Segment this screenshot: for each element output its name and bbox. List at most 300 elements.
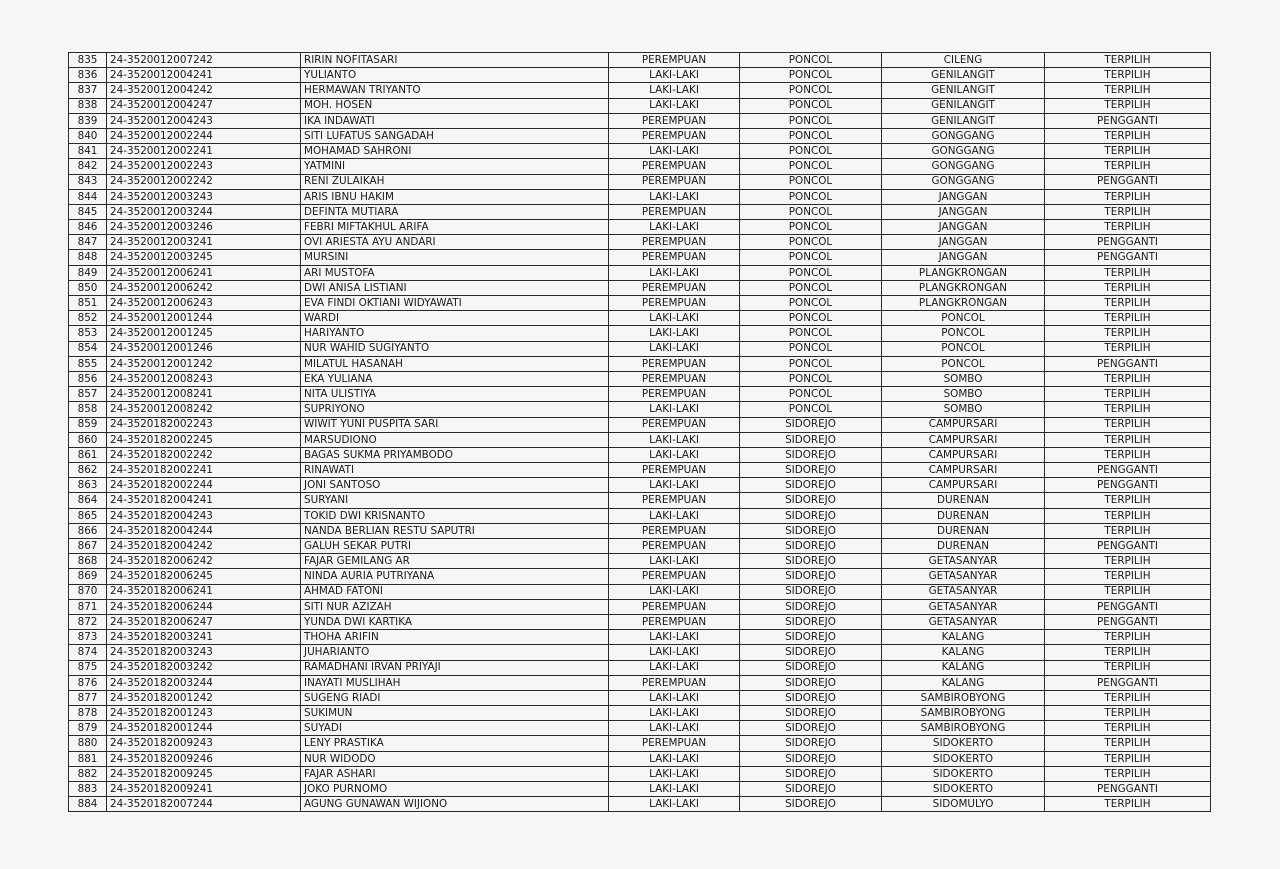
desa-cell: CAMPURSARI xyxy=(882,463,1045,478)
gender-cell: PEREMPUAN xyxy=(609,493,740,508)
table-row xyxy=(69,463,1211,478)
full-name-cell: MOHAMAD SAHRONI xyxy=(301,144,609,159)
registration-id-cell: 24-3520182003244 xyxy=(107,675,301,690)
selection-status-cell: TERPILIH xyxy=(1045,584,1211,599)
gender-cell: LAKI-LAKI xyxy=(609,630,740,645)
registration-id-cell: 24-3520182003242 xyxy=(107,660,301,675)
row-number-cell: 871 xyxy=(69,599,107,614)
kecamatan-cell: PONCOL xyxy=(740,326,882,341)
kecamatan-cell: PONCOL xyxy=(740,98,882,113)
row-number-cell: 837 xyxy=(69,83,107,98)
gender-cell: PEREMPUAN xyxy=(609,128,740,143)
desa-cell: GONGGANG xyxy=(882,128,1045,143)
registration-id-cell: 24-3520012001242 xyxy=(107,356,301,371)
full-name-cell: AHMAD FATONI xyxy=(301,584,609,599)
registration-id-cell: 24-3520182006241 xyxy=(107,584,301,599)
desa-cell: JANGGAN xyxy=(882,189,1045,204)
table-row xyxy=(69,478,1211,493)
desa-cell: PONCOL xyxy=(882,356,1045,371)
selection-status-cell: TERPILIH xyxy=(1045,265,1211,280)
gender-cell: PEREMPUAN xyxy=(609,736,740,751)
gender-cell: LAKI-LAKI xyxy=(609,751,740,766)
registration-id-cell: 24-3520012004243 xyxy=(107,113,301,128)
selection-status-cell: TERPILIH xyxy=(1045,554,1211,569)
row-number-cell: 879 xyxy=(69,721,107,736)
kecamatan-cell: SIDOREJO xyxy=(740,690,882,705)
desa-cell: GETASANYAR xyxy=(882,614,1045,629)
row-number-cell: 875 xyxy=(69,660,107,675)
desa-cell: PONCOL xyxy=(882,311,1045,326)
gender-cell: LAKI-LAKI xyxy=(609,508,740,523)
full-name-cell: MURSINI xyxy=(301,250,609,265)
table-row xyxy=(69,159,1211,174)
row-number-cell: 868 xyxy=(69,554,107,569)
desa-cell: SIDOMULYO xyxy=(882,797,1045,812)
row-number-cell: 838 xyxy=(69,98,107,113)
selection-status-cell: PENGGANTI xyxy=(1045,250,1211,265)
row-number-cell: 874 xyxy=(69,645,107,660)
table-row xyxy=(69,387,1211,402)
table-row xyxy=(69,250,1211,265)
gender-cell: LAKI-LAKI xyxy=(609,432,740,447)
selection-status-cell: TERPILIH xyxy=(1045,296,1211,311)
selection-status-cell: TERPILIH xyxy=(1045,387,1211,402)
full-name-cell: EVA FINDI OKTIANI WIDYAWATI xyxy=(301,296,609,311)
kecamatan-cell: SIDOREJO xyxy=(740,766,882,781)
full-name-cell: RENI ZULAIKAH xyxy=(301,174,609,189)
desa-cell: CILENG xyxy=(882,53,1045,68)
gender-cell: LAKI-LAKI xyxy=(609,690,740,705)
table-row xyxy=(69,782,1211,797)
selection-status-cell: PENGGANTI xyxy=(1045,675,1211,690)
table-row xyxy=(69,432,1211,447)
desa-cell: SIDOKERTO xyxy=(882,782,1045,797)
selection-status-cell: TERPILIH xyxy=(1045,402,1211,417)
kecamatan-cell: SIDOREJO xyxy=(740,599,882,614)
row-number-cell: 873 xyxy=(69,630,107,645)
selection-status-cell: TERPILIH xyxy=(1045,645,1211,660)
gender-cell: PEREMPUAN xyxy=(609,174,740,189)
registration-id-cell: 24-3520012008243 xyxy=(107,371,301,386)
selection-status-cell: TERPILIH xyxy=(1045,690,1211,705)
registration-id-cell: 24-3520182002243 xyxy=(107,417,301,432)
row-number-cell: 866 xyxy=(69,523,107,538)
full-name-cell: EKA YULIANA xyxy=(301,371,609,386)
kecamatan-cell: SIDOREJO xyxy=(740,797,882,812)
kecamatan-cell: SIDOREJO xyxy=(740,706,882,721)
kecamatan-cell: PONCOL xyxy=(740,144,882,159)
table-row xyxy=(69,113,1211,128)
desa-cell: DURENAN xyxy=(882,493,1045,508)
selection-status-cell: TERPILIH xyxy=(1045,83,1211,98)
row-number-cell: 840 xyxy=(69,128,107,143)
gender-cell: LAKI-LAKI xyxy=(609,68,740,83)
desa-cell: SOMBO xyxy=(882,402,1045,417)
kecamatan-cell: SIDOREJO xyxy=(740,478,882,493)
row-number-cell: 870 xyxy=(69,584,107,599)
kecamatan-cell: PONCOL xyxy=(740,204,882,219)
gender-cell: LAKI-LAKI xyxy=(609,98,740,113)
row-number-cell: 851 xyxy=(69,296,107,311)
row-number-cell: 860 xyxy=(69,432,107,447)
selection-status-cell: TERPILIH xyxy=(1045,341,1211,356)
kecamatan-cell: PONCOL xyxy=(740,68,882,83)
table-row xyxy=(69,174,1211,189)
registration-id-cell: 24-3520182009241 xyxy=(107,782,301,797)
selection-status-cell: TERPILIH xyxy=(1045,98,1211,113)
gender-cell: PEREMPUAN xyxy=(609,675,740,690)
desa-cell: GETASANYAR xyxy=(882,569,1045,584)
gender-cell: PEREMPUAN xyxy=(609,280,740,295)
kecamatan-cell: SIDOREJO xyxy=(740,614,882,629)
table-row xyxy=(69,326,1211,341)
registration-id-cell: 24-3520012006243 xyxy=(107,296,301,311)
gender-cell: LAKI-LAKI xyxy=(609,797,740,812)
table-row xyxy=(69,204,1211,219)
kecamatan-cell: PONCOL xyxy=(740,83,882,98)
kecamatan-cell: SIDOREJO xyxy=(740,493,882,508)
gender-cell: PEREMPUAN xyxy=(609,159,740,174)
table-row xyxy=(69,189,1211,204)
row-number-cell: 854 xyxy=(69,341,107,356)
table-row xyxy=(69,554,1211,569)
desa-cell: PLANGKRONGAN xyxy=(882,296,1045,311)
registration-id-cell: 24-3520012003241 xyxy=(107,235,301,250)
selection-status-cell: TERPILIH xyxy=(1045,326,1211,341)
full-name-cell: GALUH SEKAR PUTRI xyxy=(301,539,609,554)
registration-id-cell: 24-3520012002242 xyxy=(107,174,301,189)
selection-status-cell: TERPILIH xyxy=(1045,204,1211,219)
table-row xyxy=(69,766,1211,781)
kecamatan-cell: SIDOREJO xyxy=(740,645,882,660)
kecamatan-cell: PONCOL xyxy=(740,174,882,189)
kecamatan-cell: SIDOREJO xyxy=(740,751,882,766)
registration-id-cell: 24-3520182004241 xyxy=(107,493,301,508)
table-row xyxy=(69,614,1211,629)
desa-cell: KALANG xyxy=(882,645,1045,660)
gender-cell: PEREMPUAN xyxy=(609,614,740,629)
row-number-cell: 836 xyxy=(69,68,107,83)
registration-id-cell: 24-3520182009243 xyxy=(107,736,301,751)
desa-cell: SIDOKERTO xyxy=(882,766,1045,781)
table-row xyxy=(69,539,1211,554)
gender-cell: PEREMPUAN xyxy=(609,113,740,128)
desa-cell: JANGGAN xyxy=(882,250,1045,265)
table-row xyxy=(69,751,1211,766)
registration-id-cell: 24-3520012002241 xyxy=(107,144,301,159)
registration-id-cell: 24-3520182001243 xyxy=(107,706,301,721)
row-number-cell: 877 xyxy=(69,690,107,705)
desa-cell: SOMBO xyxy=(882,387,1045,402)
gender-cell: LAKI-LAKI xyxy=(609,144,740,159)
kecamatan-cell: SIDOREJO xyxy=(740,523,882,538)
full-name-cell: LENY PRASTIKA xyxy=(301,736,609,751)
selection-status-cell: TERPILIH xyxy=(1045,751,1211,766)
table-row xyxy=(69,797,1211,812)
selection-status-cell: TERPILIH xyxy=(1045,523,1211,538)
kecamatan-cell: SIDOREJO xyxy=(740,660,882,675)
row-number-cell: 864 xyxy=(69,493,107,508)
kecamatan-cell: PONCOL xyxy=(740,250,882,265)
kecamatan-cell: SIDOREJO xyxy=(740,630,882,645)
registration-id-cell: 24-3520182006242 xyxy=(107,554,301,569)
kecamatan-cell: PONCOL xyxy=(740,387,882,402)
registration-id-cell: 24-3520182006247 xyxy=(107,614,301,629)
kecamatan-cell: SIDOREJO xyxy=(740,463,882,478)
selection-status-cell: TERPILIH xyxy=(1045,630,1211,645)
desa-cell: GENILANGIT xyxy=(882,68,1045,83)
kecamatan-cell: SIDOREJO xyxy=(740,675,882,690)
gender-cell: PEREMPUAN xyxy=(609,569,740,584)
desa-cell: CAMPURSARI xyxy=(882,447,1045,462)
row-number-cell: 878 xyxy=(69,706,107,721)
gender-cell: LAKI-LAKI xyxy=(609,402,740,417)
desa-cell: KALANG xyxy=(882,660,1045,675)
full-name-cell: THOHA ARIFIN xyxy=(301,630,609,645)
gender-cell: PEREMPUAN xyxy=(609,417,740,432)
kecamatan-cell: PONCOL xyxy=(740,296,882,311)
table-row xyxy=(69,356,1211,371)
table-row xyxy=(69,341,1211,356)
desa-cell: SAMBIROBYONG xyxy=(882,721,1045,736)
gender-cell: PEREMPUAN xyxy=(609,523,740,538)
registration-id-cell: 24-3520182004244 xyxy=(107,523,301,538)
full-name-cell: SUGENG RIADI xyxy=(301,690,609,705)
full-name-cell: AGUNG GUNAWAN WIJIONO xyxy=(301,797,609,812)
table-row xyxy=(69,296,1211,311)
kecamatan-cell: PONCOL xyxy=(740,128,882,143)
desa-cell: PONCOL xyxy=(882,341,1045,356)
table-row xyxy=(69,736,1211,751)
gender-cell: LAKI-LAKI xyxy=(609,782,740,797)
kecamatan-cell: PONCOL xyxy=(740,341,882,356)
full-name-cell: WIWIT YUNI PUSPITA SARI xyxy=(301,417,609,432)
registration-id-cell: 24-3520012004242 xyxy=(107,83,301,98)
table-row xyxy=(69,645,1211,660)
full-name-cell: SURYANI xyxy=(301,493,609,508)
registration-id-cell: 24-3520012006241 xyxy=(107,265,301,280)
gender-cell: LAKI-LAKI xyxy=(609,220,740,235)
gender-cell: LAKI-LAKI xyxy=(609,584,740,599)
row-number-cell: 881 xyxy=(69,751,107,766)
selection-status-cell: TERPILIH xyxy=(1045,736,1211,751)
selection-status-cell: TERPILIH xyxy=(1045,432,1211,447)
document-sheet xyxy=(68,52,1210,812)
table-row xyxy=(69,706,1211,721)
row-number-cell: 884 xyxy=(69,797,107,812)
kecamatan-cell: PONCOL xyxy=(740,189,882,204)
table-row xyxy=(69,98,1211,113)
row-number-cell: 862 xyxy=(69,463,107,478)
selection-status-cell: PENGGANTI xyxy=(1045,356,1211,371)
table-row xyxy=(69,523,1211,538)
selection-status-cell: TERPILIH xyxy=(1045,53,1211,68)
kecamatan-cell: SIDOREJO xyxy=(740,736,882,751)
selection-status-cell: PENGGANTI xyxy=(1045,599,1211,614)
full-name-cell: BAGAS SUKMA PRIYAMBODO xyxy=(301,447,609,462)
registration-id-cell: 24-3520182006244 xyxy=(107,599,301,614)
selection-status-cell: TERPILIH xyxy=(1045,766,1211,781)
desa-cell: JANGGAN xyxy=(882,235,1045,250)
selection-status-cell: TERPILIH xyxy=(1045,706,1211,721)
desa-cell: DURENAN xyxy=(882,508,1045,523)
desa-cell: KALANG xyxy=(882,675,1045,690)
kecamatan-cell: PONCOL xyxy=(740,159,882,174)
desa-cell: PLANGKRONGAN xyxy=(882,280,1045,295)
selection-status-cell: TERPILIH xyxy=(1045,417,1211,432)
desa-cell: KALANG xyxy=(882,630,1045,645)
gender-cell: LAKI-LAKI xyxy=(609,189,740,204)
registration-id-cell: 24-3520012008242 xyxy=(107,402,301,417)
desa-cell: GONGGANG xyxy=(882,144,1045,159)
registration-id-cell: 24-3520182004242 xyxy=(107,539,301,554)
full-name-cell: ARI MUSTOFA xyxy=(301,265,609,280)
gender-cell: PEREMPUAN xyxy=(609,539,740,554)
full-name-cell: YATMINI xyxy=(301,159,609,174)
full-name-cell: HERMAWAN TRIYANTO xyxy=(301,83,609,98)
registration-id-cell: 24-3520182003241 xyxy=(107,630,301,645)
row-number-cell: 849 xyxy=(69,265,107,280)
table-row xyxy=(69,447,1211,462)
full-name-cell: NUR WIDODO xyxy=(301,751,609,766)
gender-cell: PEREMPUAN xyxy=(609,463,740,478)
table-row xyxy=(69,569,1211,584)
full-name-cell: SUPRIYONO xyxy=(301,402,609,417)
full-name-cell: MOH. HOSEN xyxy=(301,98,609,113)
table-row xyxy=(69,83,1211,98)
row-number-cell: 847 xyxy=(69,235,107,250)
registration-id-cell: 24-3520182002245 xyxy=(107,432,301,447)
row-number-cell: 880 xyxy=(69,736,107,751)
kecamatan-cell: SIDOREJO xyxy=(740,508,882,523)
table-row xyxy=(69,280,1211,295)
full-name-cell: NUR WAHID SUGIYANTO xyxy=(301,341,609,356)
registration-id-cell: 24-3520012003246 xyxy=(107,220,301,235)
kecamatan-cell: SIDOREJO xyxy=(740,447,882,462)
row-number-cell: 852 xyxy=(69,311,107,326)
gender-cell: PEREMPUAN xyxy=(609,356,740,371)
selection-status-cell: TERPILIH xyxy=(1045,68,1211,83)
row-number-cell: 850 xyxy=(69,280,107,295)
gender-cell: LAKI-LAKI xyxy=(609,83,740,98)
desa-cell: JANGGAN xyxy=(882,220,1045,235)
desa-cell: PONCOL xyxy=(882,326,1045,341)
kecamatan-cell: PONCOL xyxy=(740,280,882,295)
desa-cell: DURENAN xyxy=(882,523,1045,538)
row-number-cell: 865 xyxy=(69,508,107,523)
row-number-cell: 848 xyxy=(69,250,107,265)
row-number-cell: 869 xyxy=(69,569,107,584)
gender-cell: LAKI-LAKI xyxy=(609,341,740,356)
table-row xyxy=(69,402,1211,417)
row-number-cell: 845 xyxy=(69,204,107,219)
table-row xyxy=(69,417,1211,432)
desa-cell: SIDOKERTO xyxy=(882,736,1045,751)
gender-cell: PEREMPUAN xyxy=(609,296,740,311)
registration-id-cell: 24-3520182007244 xyxy=(107,797,301,812)
row-number-cell: 855 xyxy=(69,356,107,371)
row-number-cell: 842 xyxy=(69,159,107,174)
full-name-cell: FAJAR GEMILANG AR xyxy=(301,554,609,569)
kecamatan-cell: SIDOREJO xyxy=(740,584,882,599)
full-name-cell: FAJAR ASHARI xyxy=(301,766,609,781)
desa-cell: GETASANYAR xyxy=(882,599,1045,614)
registration-id-cell: 24-3520012004241 xyxy=(107,68,301,83)
full-name-cell: NINDA AURIA PUTRIYANA xyxy=(301,569,609,584)
row-number-cell: 853 xyxy=(69,326,107,341)
row-number-cell: 876 xyxy=(69,675,107,690)
gender-cell: PEREMPUAN xyxy=(609,387,740,402)
gender-cell: PEREMPUAN xyxy=(609,53,740,68)
desa-cell: GENILANGIT xyxy=(882,113,1045,128)
registration-id-cell: 24-3520012001244 xyxy=(107,311,301,326)
row-number-cell: 858 xyxy=(69,402,107,417)
registration-id-cell: 24-3520182006245 xyxy=(107,569,301,584)
participant-table xyxy=(68,52,1211,812)
row-number-cell: 839 xyxy=(69,113,107,128)
full-name-cell: IKA INDAWATI xyxy=(301,113,609,128)
row-number-cell: 846 xyxy=(69,220,107,235)
selection-status-cell: TERPILIH xyxy=(1045,144,1211,159)
row-number-cell: 882 xyxy=(69,766,107,781)
row-number-cell: 857 xyxy=(69,387,107,402)
desa-cell: JANGGAN xyxy=(882,204,1045,219)
kecamatan-cell: PONCOL xyxy=(740,356,882,371)
full-name-cell: FEBRI MIFTAKHUL ARIFA xyxy=(301,220,609,235)
selection-status-cell: PENGGANTI xyxy=(1045,174,1211,189)
kecamatan-cell: PONCOL xyxy=(740,53,882,68)
kecamatan-cell: SIDOREJO xyxy=(740,432,882,447)
selection-status-cell: PENGGANTI xyxy=(1045,235,1211,250)
table-row xyxy=(69,235,1211,250)
desa-cell: GETASANYAR xyxy=(882,554,1045,569)
registration-id-cell: 24-3520012002244 xyxy=(107,128,301,143)
kecamatan-cell: PONCOL xyxy=(740,265,882,280)
full-name-cell: SUYADI xyxy=(301,721,609,736)
selection-status-cell: TERPILIH xyxy=(1045,447,1211,462)
registration-id-cell: 24-3520182004243 xyxy=(107,508,301,523)
row-number-cell: 863 xyxy=(69,478,107,493)
full-name-cell: SITI NUR AZIZAH xyxy=(301,599,609,614)
full-name-cell: INAYATI MUSLIHAH xyxy=(301,675,609,690)
full-name-cell: JOKO PURNOMO xyxy=(301,782,609,797)
full-name-cell: RIRIN NOFITASARI xyxy=(301,53,609,68)
kecamatan-cell: PONCOL xyxy=(740,220,882,235)
kecamatan-cell: SIDOREJO xyxy=(740,539,882,554)
row-number-cell: 835 xyxy=(69,53,107,68)
desa-cell: SIDOKERTO xyxy=(882,751,1045,766)
registration-id-cell: 24-3520182002241 xyxy=(107,463,301,478)
table-body xyxy=(69,53,1211,812)
gender-cell: PEREMPUAN xyxy=(609,371,740,386)
kecamatan-cell: SIDOREJO xyxy=(740,721,882,736)
desa-cell: CAMPURSARI xyxy=(882,417,1045,432)
registration-id-cell: 24-3520182009245 xyxy=(107,766,301,781)
selection-status-cell: TERPILIH xyxy=(1045,493,1211,508)
table-row xyxy=(69,311,1211,326)
table-row xyxy=(69,630,1211,645)
selection-status-cell: TERPILIH xyxy=(1045,721,1211,736)
full-name-cell: TOKID DWI KRISNANTO xyxy=(301,508,609,523)
kecamatan-cell: PONCOL xyxy=(740,371,882,386)
selection-status-cell: TERPILIH xyxy=(1045,311,1211,326)
kecamatan-cell: PONCOL xyxy=(740,235,882,250)
table-row xyxy=(69,660,1211,675)
desa-cell: GETASANYAR xyxy=(882,584,1045,599)
registration-id-cell: 24-3520182002242 xyxy=(107,447,301,462)
full-name-cell: YUNDA DWI KARTIKA xyxy=(301,614,609,629)
desa-cell: GONGGANG xyxy=(882,174,1045,189)
